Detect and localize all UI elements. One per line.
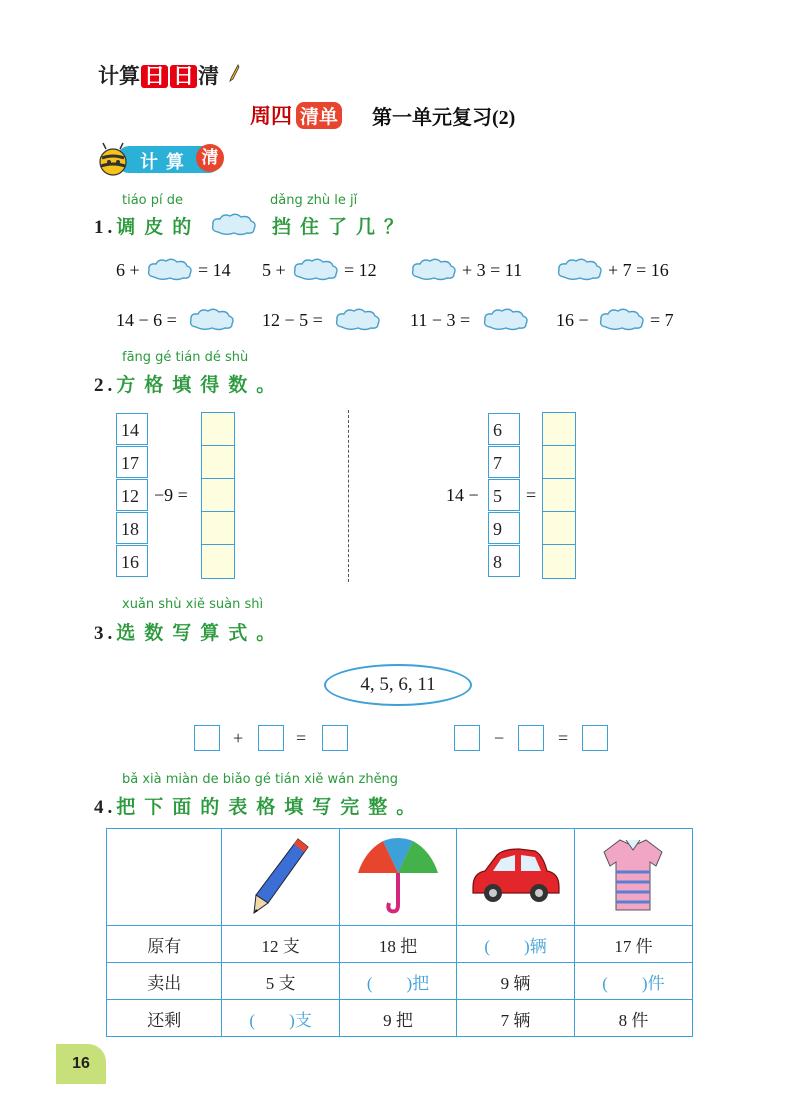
brand-title <box>98 60 219 90</box>
table-cell: 17 件 <box>574 926 692 963</box>
q3-title-text: 选数写算式。 <box>116 623 285 644</box>
equals-sign: = <box>558 728 569 748</box>
cloud-icon <box>334 307 382 331</box>
table-corner <box>107 829 222 926</box>
plus-sign: + <box>233 728 244 748</box>
brand-text: 清 <box>198 65 219 88</box>
table-cell: 9 把 <box>339 1000 457 1037</box>
table-row <box>107 829 693 926</box>
q1-eq: 16 − <box>556 310 589 330</box>
table-cell: 8 件 <box>574 1000 692 1037</box>
day-label: 周四 <box>250 105 292 128</box>
number-oval: 4, 5, 6, 11 <box>324 664 472 706</box>
q4-title <box>94 792 424 819</box>
divider <box>348 410 349 582</box>
table-cell-blank[interactable]: ( )辆 <box>457 926 575 963</box>
q1-eq: 5 + <box>262 260 286 280</box>
brand-red-char: 日 <box>141 65 168 88</box>
table-row <box>107 926 693 963</box>
q1-pinyin-b: dǎng zhù le jǐ <box>270 193 358 208</box>
minus-sign: − <box>494 728 505 748</box>
umbrella-icon <box>355 833 441 917</box>
day-title <box>250 100 342 130</box>
equals-sign: = <box>296 728 307 748</box>
q2-left-value: 12 <box>116 479 148 511</box>
q1-eq-post: + 3 = 11 <box>462 260 523 280</box>
q1-eq: 12 − 5 = <box>262 310 323 330</box>
q1-title-b: 挡住了几？ <box>272 217 413 238</box>
q2-pinyin: fāng gé tián dé shù <box>122 350 249 365</box>
cloud-icon <box>410 257 458 281</box>
pen-icon <box>228 64 240 82</box>
answer-box[interactable] <box>258 725 284 751</box>
q1-eq-post: = 14 <box>198 260 231 280</box>
cloud-icon <box>482 307 530 331</box>
q1-title-a: 调皮的 <box>116 217 201 238</box>
q4-number: 4. <box>94 797 117 818</box>
q2-right-value: 9 <box>488 512 520 544</box>
q1-eq-post: + 7 = 16 <box>608 260 669 280</box>
car-cell <box>457 829 575 926</box>
fill-table <box>106 828 693 1037</box>
brand-text: 计算 <box>98 65 140 88</box>
answer-box[interactable] <box>454 725 480 751</box>
table-cell: 5 支 <box>222 963 339 1000</box>
qingdan-badge: 清单 <box>296 102 342 129</box>
q1-eq-post: = 12 <box>344 260 377 280</box>
q2-right-prefix: 14 − <box>446 485 479 505</box>
table-row <box>107 963 693 1000</box>
section-badge-label: 计算 <box>140 152 192 172</box>
bee-icon <box>96 142 130 178</box>
q3-pinyin: xuǎn shù xiě suàn shì <box>122 597 264 612</box>
q1-title <box>94 212 200 239</box>
q2-left-value: 14 <box>116 413 148 445</box>
q2-right-answer-column[interactable] <box>542 412 576 579</box>
cloud-icon <box>292 257 340 281</box>
section-badge-qing: 清 <box>196 144 224 172</box>
q2-left-value: 17 <box>116 446 148 478</box>
shirt-cell <box>574 829 692 926</box>
table-row <box>107 1000 693 1037</box>
car-icon <box>469 843 563 907</box>
shirt-icon <box>602 836 664 914</box>
q1-eq: 11 − 3 = <box>410 310 471 330</box>
q2-right-op: = <box>526 485 537 505</box>
row-label: 还剩 <box>107 1000 222 1037</box>
q1-number: 1. <box>94 217 117 238</box>
table-cell-blank[interactable]: ( )把 <box>339 963 457 1000</box>
q4-pinyin: bǎ xià miàn de biǎo gé tián xiě wán zhěng <box>122 772 399 787</box>
q2-left-value: 18 <box>116 512 148 544</box>
brand-red-char: 日 <box>170 65 197 88</box>
q2-number: 2. <box>94 375 117 396</box>
q2-left-op: −9 = <box>154 485 188 505</box>
table-cell: 9 辆 <box>457 963 575 1000</box>
answer-box[interactable] <box>322 725 348 751</box>
q2-left-value: 16 <box>116 545 148 577</box>
q1-eq-post: = 7 <box>650 310 674 330</box>
cloud-icon <box>210 212 258 236</box>
answer-box[interactable] <box>194 725 220 751</box>
eq-text: 6 + <box>116 260 140 280</box>
pencil-cell <box>222 829 339 926</box>
cloud-icon <box>146 257 194 281</box>
answer-box[interactable] <box>518 725 544 751</box>
q2-right-value: 6 <box>488 413 520 445</box>
q3-number: 3. <box>94 623 117 644</box>
table-cell: 12 支 <box>222 926 339 963</box>
answer-box[interactable] <box>582 725 608 751</box>
q2-title <box>94 370 284 397</box>
q1-eq <box>116 260 140 281</box>
row-label: 原有 <box>107 926 222 963</box>
row-label: 卖出 <box>107 963 222 1000</box>
q4-title-text: 把下面的表格填写完整。 <box>116 797 425 818</box>
table-cell-blank[interactable]: ( )支 <box>222 1000 339 1037</box>
q2-right-value: 8 <box>488 545 520 577</box>
q1-pinyin-a: tiáo pí de <box>122 193 184 208</box>
q1-eq: 14 − 6 = <box>116 310 177 330</box>
pencil-icon <box>246 833 316 917</box>
q2-left-answer-column[interactable] <box>201 412 235 579</box>
section-badge <box>96 142 224 178</box>
table-cell: 18 把 <box>339 926 457 963</box>
cloud-icon <box>598 307 646 331</box>
page-number: 16 <box>56 1044 106 1084</box>
table-cell-blank[interactable]: ( )件 <box>574 963 692 1000</box>
cloud-icon <box>556 257 604 281</box>
q3-title <box>94 618 284 645</box>
q2-title-text: 方格填得数。 <box>116 375 285 396</box>
unit-title: 第一单元复习(2) <box>372 107 516 129</box>
umbrella-cell <box>339 829 457 926</box>
q2-right-value: 7 <box>488 446 520 478</box>
table-cell: 7 辆 <box>457 1000 575 1037</box>
cloud-icon <box>188 307 236 331</box>
q2-right-value: 5 <box>488 479 520 511</box>
